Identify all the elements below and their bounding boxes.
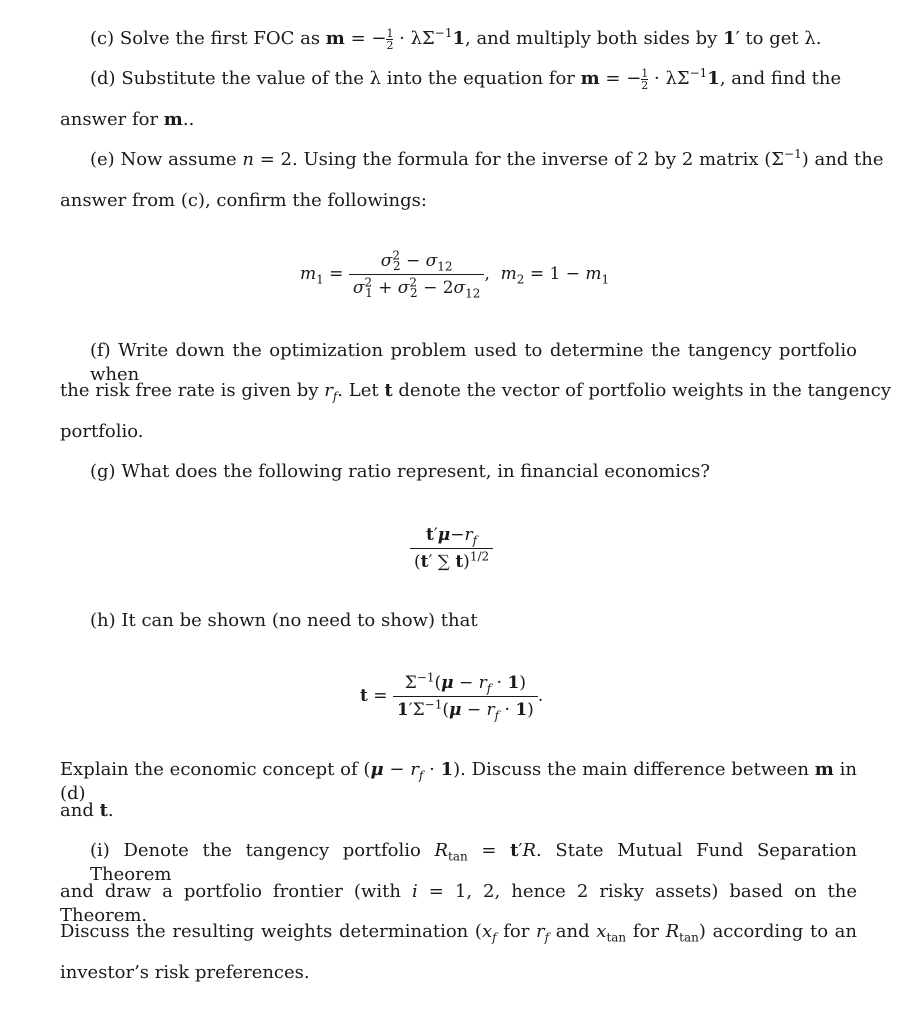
part-i-text-4: investor’s risk preferences. — [60, 962, 310, 983]
eq-m1-symbol: m — [300, 264, 317, 284]
part-d-cont-text: answer for — [60, 109, 159, 130]
eq-m2-symbol: m — [500, 264, 517, 284]
part-i-text-2a: and draw a portfolio frontier (with — [60, 881, 401, 902]
part-e-text-2: . Using the formula for the inverse of 2 by 2 matrix (Σ — [292, 149, 785, 170]
explain-text-2b: . — [107, 800, 114, 821]
part-d-cont: answer for m.. — [60, 109, 195, 130]
part-f-text-3: portfolio. — [60, 421, 144, 442]
equation-sharpe-ratio: $\frac{t'\mu-r_f}{(t' \sum t)^{1/2}}$ — [410, 522, 493, 575]
explain-text-1a: Explain the economic concept of ( — [60, 759, 371, 780]
part-g-label: (g) — [90, 461, 116, 482]
part-e-label: (e) — [90, 149, 115, 170]
part-i-text-3a: Discuss the resulting weights determination ( — [60, 921, 482, 942]
part-d-label: (d) — [90, 68, 116, 89]
part-h-line — [90, 609, 478, 633]
equation-m1-m2: $m_1$ = $\frac{\sigma^2_2 - \sigma_{12}}{\sigma^2_1 + \sigma^2_2 - 2\sigma_{12}}$ , $m_2 = 1 - m_1$ — [300, 248, 610, 301]
part-c-text-1: Solve the first FOC as — [119, 28, 321, 49]
part-d-text-2: , and find the — [719, 68, 842, 89]
part-i-text-3d: for — [632, 921, 659, 942]
part-i-text-2b: , hence 2 risky assets) based on the Theorem. — [60, 881, 857, 926]
explain-text-2a: and — [60, 800, 94, 821]
explain-line-1: Explain the economic concept of $(\mu - r_f \cdot 1)$. Discuss the main difference between m in (d) — [60, 759, 857, 804]
eq-m1-fraction: $\frac{\sigma^2_2 - \sigma_{12}}{\sigma^2_1 + \sigma^2_2 - 2\sigma_{12}}$ — [349, 248, 485, 301]
eq-den-sigma: σ — [352, 278, 365, 298]
explain-text-1c: in (d) — [60, 759, 857, 804]
part-d-line: (d) Substitute the value of the λ into the equation for m = − $\frac{1}{2}$ · $\lambda\Sigma^{-1}1$, and find the — [90, 66, 842, 92]
part-c-line: (c) Solve the first FOC as m = − $\frac{1}{2}$ · $\lambda\Sigma^{-1}1$, and multiply both sides by 1′ to get λ. — [90, 26, 822, 52]
part-d-text-1: Substitute the value of the λ into the equation for — [121, 68, 575, 89]
part-f-line-3 — [60, 420, 143, 444]
explain-text-1b: ). Discuss the main difference between — [453, 759, 810, 780]
part-g-text: What does the following ratio represent, in financial economics? — [121, 461, 711, 482]
part-h-text: It can be shown (no need to show) that — [121, 610, 478, 631]
part-i-line-4 — [60, 961, 310, 985]
part-i-text-1a: Denote the tangency portfolio — [123, 840, 421, 861]
part-c-text-3: to get λ. — [745, 28, 822, 49]
part-i-text-3e: ) according to an — [698, 921, 858, 942]
equation-tangency-weights: t = $\frac{\Sigma^{-1}(\mu - r_f \cdot 1)}{1'\Sigma^{-1}(\mu - r_f \cdot 1)}$ . — [360, 670, 544, 723]
part-i-label: (i) — [90, 840, 110, 861]
part-e-cont — [60, 189, 427, 213]
part-h-label: (h) — [90, 610, 116, 631]
part-f-line-1 — [90, 339, 857, 385]
part-c-label: (c) — [90, 28, 115, 49]
part-i-text-3b: for — [503, 921, 530, 942]
part-f-text-2b: . Let — [337, 380, 379, 401]
part-i-text-3c: and — [555, 921, 590, 942]
part-i-text-1b: . State Mutual Fund Separation Theorem — [90, 840, 857, 885]
part-c-text-2: , and multiply both sides by — [465, 28, 718, 49]
eq-num-sigma: σ — [380, 251, 393, 271]
part-f-label: (f) — [90, 340, 111, 361]
part-f-line-2: the risk free rate is given by $r_f$. Let t denote the vector of portfolio weights in the tangency — [60, 380, 892, 404]
part-f-text-2a: the risk free rate is given by — [60, 380, 319, 401]
part-e-text-3: ) and the — [801, 149, 884, 170]
part-e-text-1: Now assume — [120, 149, 237, 170]
part-e-line: (e) Now assume n = 2. Using the formula for the inverse of 2 by 2 matrix $(\Sigma^{-1})$ and the — [90, 147, 884, 170]
part-i-line-3: Discuss the resulting weights determination ($x_f$ for $r_f$ and $x_{tan}$ for $R_{tan}$) according to an — [60, 921, 858, 945]
part-f-text-1: Write down the optimization problem used to determine the tangency portfolio when — [90, 340, 857, 385]
part-g-line — [90, 460, 710, 484]
part-e-cont-text: answer from (c), confirm the followings: — [60, 190, 427, 211]
part-i-line-1: (i) Denote the tangency portfolio $R_{tan} = t'R$. State Mutual Fund Separation Theorem — [90, 840, 857, 885]
part-i-line-2: and draw a portfolio frontier (with i = 1, 2, hence 2 risky assets) based on the Theorem. — [60, 881, 857, 926]
explain-line-2: and t. — [60, 800, 114, 821]
part-f-text-2c: denote the vector of portfolio weights in the tangency — [398, 380, 892, 401]
